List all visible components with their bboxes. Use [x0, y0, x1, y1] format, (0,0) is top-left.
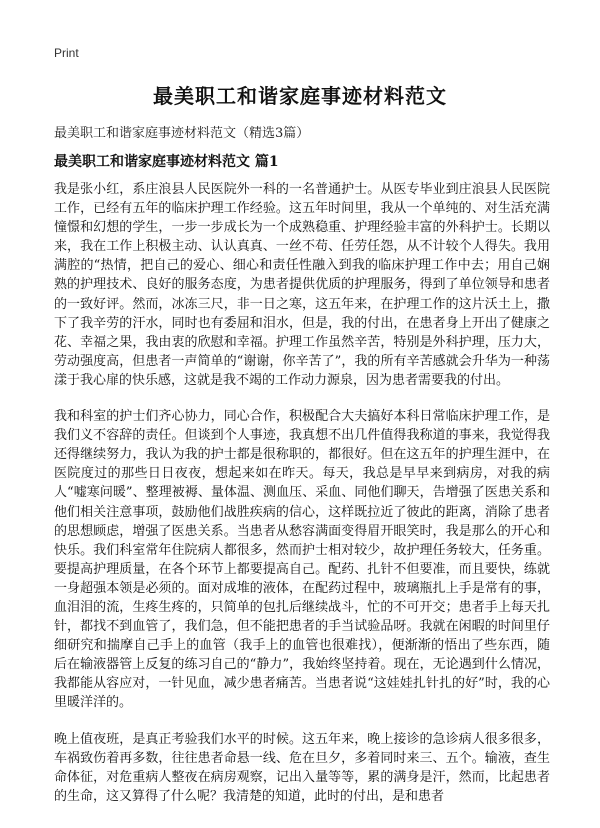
document-subtitle: 最美职工和谐家庭事迹材料范文（精选3篇）: [54, 126, 310, 141]
paragraph-2: 我和科室的护士们齐心协力，同心合作，积极配合大夫搞好本科日常临床护理工作，是我们义不容辞的责任。但谈到个人事迹，我真想不出几件值得我称道的事来，我觉得我还得继续努力，我认为我的护士都是很称职的，都很好。但在这五年的护理生涯中，在医院度过的那些日日夜夜，想起来如在昨天。每天，我总是早早来到病房，对我的病人“嘘寒问暖”、整理被褥、量体温、测血压、采血、同他们聊天，告增强了医患关系和他们相关注意事项，鼓励他们战胜疾病的信心，这样既拉近了彼此的距离，消除了患者的思想顾虑，增强了医患关系。当患者从愁容满面变得眉开眼笑时，我是那么的开心和快乐。我们科室常年住院病人都很多，然而护士相对较少，故护理任务较大，任务重。要提高护理质量，在各个环节上都要提高自己。配药、扎针不但要准，而且要快，练就一身超强本领是必须的。面对成堆的液体，在配药过程中，玻璃瓶扎上手是常有的事，血泪泪的流，生疼生疼的，只简单的包扎后继续战斗，忙的不可开交；患者手上每天扎针，都找不到血管了，我们急，但不能把患者的手当试验品呀。我就在闲暇的时间里仔细研究和揣摩自己手上的血管（我手上的血管也很难找），便渐渐的悟出了些东西，随后在输液器管上反复的练习自己的“静力”，我始终坚持着。现在，无论遇到什么情况，我都能从容应对，一针见血，减少患者痛苦。当患者说“这娃娃扎针扎的好”时，我的心里暖洋洋的。: [54, 409, 550, 711]
document-title: 最美职工和谐家庭事迹材料范文: [153, 84, 447, 108]
paragraph-1: 我是张小红，系庄浪县人民医院外一科的一名普通护士。从医专毕业到庄浪县人民医院工作，已经有五年的临床护理工作经验。这五年时间里，我从一个单纯的、对生活充满憧憬和幻想的学生，一步一步成长为一个成熟稳重、护理经验丰富的外科护士。长期以来，我在工作上积极主动、认认真真、一丝不苟、任劳任怨，从不计较个人得失。我用满腔的“热情，把自己的爱心、细心和责任性融入到我的临床护理工作中去；用自己娴熟的护理技术、良好的服务态度，为患者提供优质的护理服务，得到了单位领导和患者的一致好评。然而，冰冻三尺，非一日之寒，这五年来，在护理工作的这片沃土上，撒下了我辛劳的汗水，同时也有委屈和泪水，但是，我的付出，在患者身上开出了健康之花、幸福之果，我由衷的欣慰和幸福。护理工作虽然辛苦，特别是外科护理，压力大，劳动强度高，但患者一声简单的“谢谢，你辛苦了”，我的所有辛苦感就会升华为一种荡漾于我心扉的快乐感，这就是我不竭的工作动力源泉，因为患者需要我的付出。: [54, 182, 550, 388]
paragraph-3: 晚上值夜班，是真正考验我们水平的时候。这五年来，晚上接诊的急诊病人很多很多，车祸致伤着再多数，往往患者命悬一线、危在旦夕，多着同时来三、五个。输液，查生命体征，对危重病人整夜在病房观察，记出入量等等，累的满身是汗，然而，比起患者的生命，这又算得了什么呢？我清楚的知道，此时的付出，是和患者: [54, 731, 550, 804]
section-heading: 最美职工和谐家庭事迹材料范文 篇1: [54, 154, 279, 170]
document-body: [54, 180, 550, 828]
print-label[interactable]: Print: [54, 46, 79, 60]
